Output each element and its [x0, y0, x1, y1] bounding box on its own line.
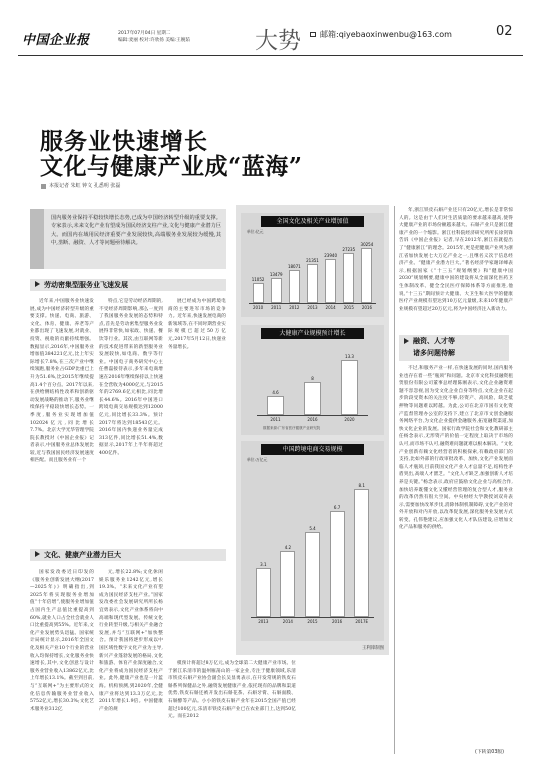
chart-bar [361, 248, 372, 303]
plot-area [257, 345, 368, 422]
chart-bar [343, 253, 354, 303]
triangle-icon [35, 281, 40, 287]
article-col-4b [399, 365, 513, 745]
issue-editors: 编辑:麦丽 校对:许欣扬 美编:王婉茹 [118, 38, 190, 43]
chart-tick-label: 2013 [258, 619, 269, 624]
chart-unit: 单位:万亿元 [247, 457, 268, 462]
chart-tick-label: 2010 [252, 305, 264, 310]
chart-source-note: 数据来源:广东省医疗健康产业研究院 [263, 426, 321, 430]
section-title: 大势 [255, 28, 301, 54]
chart-tick-label: 2012 [289, 305, 300, 310]
byline: 本报记者 朱虹 钟文 孔悉明 张磊 [49, 183, 121, 189]
article-paragraph: 展已经成为中国跨境电商的主要进军市场的竞争力。近年来,快速发展电商的新领域等,在不同时期营业实际规模已超过50万亿元,2017年5月12日,快递业务量增长。 [168, 299, 226, 350]
x-axis [249, 303, 376, 304]
article-col-3 [168, 298, 226, 541]
chart-data-label: 4.6 [272, 389, 279, 395]
section-heading-labor-intensive [30, 279, 226, 291]
article-col-2 [99, 298, 163, 541]
chart-tick-label: 2015 [307, 619, 318, 624]
chart-data-label: 21351 [306, 258, 319, 264]
plot-area [249, 235, 376, 310]
newspaper-logo: 中国企业报 [22, 33, 90, 48]
charts-panel [236, 205, 389, 655]
chart-bar [253, 283, 264, 303]
continued-note: (下转第03版) [475, 750, 505, 755]
chart-bar [304, 382, 321, 415]
chart-data-label: 30254 [360, 241, 374, 247]
article-col-4 [399, 207, 513, 332]
section-heading-culture-health [30, 549, 226, 561]
lead-text: 国内服务业保持平稳较快增长态势,已成为中国经济转型升级的重要支撑。专家表示,未来文化产业有望成为国民经济支柱产业,文化与健康产业潜力巨大。而国内在域用民经济重要产业发展较快,高端服务业发展较为缓慢,其中,垄断、融资、人才等问题亟待解决。 [51, 215, 221, 246]
chart-bar [307, 264, 318, 303]
chart-bar [305, 532, 320, 617]
mail-icon [310, 32, 316, 37]
chart-data-label: 8.1 [358, 483, 365, 489]
article-col-1 [30, 298, 94, 541]
x-axis [251, 617, 374, 618]
page-number: 02 [496, 24, 513, 39]
x-axis [257, 415, 368, 416]
chart-bar [280, 551, 295, 617]
article-paragraph: 不过,和服务产业一样,在快速发展的同时,国内服务业也存在着一些“瓶颈”和问题。北京市文化科技融资租赁股份有限公司董事总经理陈刚表示,文化企业融资难题不容忽视,因为受文化企业自身等特点,文化企业在起步阶段受资本的关注度不够,轻资产、高风险、缺乏抵押物等问题难以跨越。为此,公司在北京市国有文化资产监督管理办公室的支持下,建立了北京市文创金融服务网络平台,为文化企业提供金融服务,拓宽融资渠道,加快文化企业的发展。国家行政学院社会和文化教研部主任杨念表示,无形资产的价值一定程度上取决于市场的认可,而市场不认可,融资难问题就难以根本解决。“文化产业创新有赖文化经营者的积极探索,有赖政府部门的支持,比如外部的行政审批改革、加快,文化产业发展面临人才瓶颈,目前我国文化产业人才总量不足,结构性矛盾突出,高端人才匮乏。“文化人才缺乏,加强创新人才培养是关键。”杨念表示,政府应鼓励文化企业与高校合作,加快培养既懂文化又懂经营管理的复合型人才,服务业的改革仍然有很大空间。中央财经大学教授刘双舟表示,需要加快改革步伐,消除体制机制障碍,文化产业的对外开放和对内开放,以改革促发展,深化服务业发展方式转变。孔伟艳建议,应加强文化人才队伍建设,应增加文化产品和服务的供给。 [399, 366, 513, 531]
article-paragraph: 特点,它是劳动经济周期的,不受经济周期影响,那么一度到了我国服务业发展的态势和特点,首先是劳动密集型服务业发展得非常快,如家政、快递、餐饮等行业。其次,由互联网等新的技术促进带来的新型服务业发展较快,如电商、数字等行业。中国电子商务研究中心主任曹磊接待表示,多年来电商增速在2016年继续保持以上快速在全营收为4000亿元,与2015年的2769.6亿元相比,同比增长44.6%。2016年中国进口跨境电商交易规模达到12000亿元,同比增长33.3%。预计2017年将达到18543亿元。2016年国内快递业务量完成313亿件,同比增长51.4%,数据显示,2017年上半年将超过400亿件。 [99, 299, 163, 456]
chart-data-label: 5.4 [309, 525, 316, 531]
chart-data-label: 8 [311, 375, 314, 381]
headline-line1: 服务业快速增长 [40, 128, 208, 155]
article-paragraph: 近年来,中国服务业快速发展,成为中国经济转型升级的重要支撑。快递、电商、旅游、文化、体育、健康、养老等产业都出现了飞速发展,对就业、投资、税收的贡献持续增强。数据显示,2016年,中国服务业增加值384221亿元,比上年实际增长7.8%,在三次产业中继续领跑,服务业占GDP比重已上升为51.6%,比2015年继续提高1.4个百分点。2017年以来,在供给侧结构性改革和创新驱动发展战略的推动下,服务业继续保持平稳较快增长态势。一季度,服务业实现增加值102024亿元,同比增长7.7%。北京大学光华管理学院院长教授对《中国企业报》记者表示,中国服务业总体发展比较,近与我国国民经济发展速度相匹配。而且服务业有一个 [30, 299, 94, 464]
chart-data-label: 3.1 [260, 562, 267, 568]
chart-tick-label: 2014 [282, 619, 293, 624]
chart-data-label: 11052 [251, 276, 265, 282]
triangle-icon [35, 551, 40, 557]
section-heading-text-2: 诸多问题待解 [413, 349, 455, 357]
chart-bar [341, 360, 358, 415]
chart-crossborder-ecommerce [241, 441, 384, 641]
chart-title: 中国跨境电商交易规模 [261, 444, 364, 455]
section-heading-text: 文化、健康产业潜力巨大 [44, 551, 121, 559]
article-col-2b [99, 569, 163, 755]
chart-tick-label: 2014 [325, 305, 336, 310]
chart-bar [330, 511, 345, 617]
article-paragraph: 年,浙江铁皮石斛产业还只有20亿元,增长是非常惊人的。这是由于人们对生活质量的要求越来越高,使得大健康产业的市场份额越来越大。石斛产业只是浙江健康产业的一个缩影。浙江社科院经济研究所所长徐剑锋告诉《中国企业报》记者,早在2012年,浙江省就提出了“健康浙江”的理念。2015年,更是把健康产业列为浙江省加快发展七大万亿产业之一,且继名义次于信息经济产业。“健康产业潜力巨大。”著名经济学家谢译峰表示,根据国家《“十三五”规划纲要》和“健康中国2030”规划纲要,健康中国的建设将从全面深化医药卫生体制改革、健全全民医疗保障体系等方面推进,他说,“十三五”期间预计大健康、大卫生和大医学的健康医疗产业规模有望达到10万亿元量级,未来10年健康产业规模有望超过20万亿元,将为中国经济注入新动力。 [399, 208, 513, 312]
article-paragraph: 元,增长22.8%;文化休闲娱乐服务业1242亿元,增长19.3%。“未来文化产业有望成为国民经济支柱产业。”国家发改委社会发展研究所所长杨宜勇表示,文化产业体系将向中高端和现代型发展。传统文化行业转型升级,与相关产业融合发展,并与“互联网+”加快整合。预计我国将逐步形成以中国区域性数字文化产业为主导,新兴产业蓬勃发展的格局,文化和旅游、体育产业深度融合,文化产业将成为国民经济支柱产业。此外,健康产业也是一片蓝海。机构预测,到2020年,全健康产业将达到13.3万亿元,比2011年增长1.9倍。中国健康产业的规 [99, 570, 163, 712]
chart-data-label: 13.3 [345, 354, 354, 360]
article-col-3b [168, 660, 296, 755]
chart-credit: 王利锋制图 [362, 646, 384, 651]
plot-area [251, 467, 374, 624]
chart-bar [354, 489, 369, 617]
chart-tick-label: 2011 [271, 305, 282, 310]
chart-data-label: 27235 [342, 247, 356, 253]
contact-email: 邮箱:qiyebaoxinwenbu@163.com [320, 30, 452, 39]
chart-bar [256, 568, 271, 617]
column-divider [394, 206, 395, 754]
chart-bar [325, 259, 336, 303]
article-paragraph: 国家发改委近日印发的《服务业创新发展大纲(2017—2025年)》明确指出,到2025年将实现服务业增加值“十年倍增”,使服务业增加值占国内生产总值比重提高到60%,就业人口占全社会就业人口比重提高到55%。近年来,文化产业发展势头迅猛。国家统计局统计显示,2016年全国文化及相关产业10个行业的营业收入均保持增长,文化服务业快速增长,其中,文化创意与设计服务业营业收入13862亿元,比上年增长13.1%。截至到目前,与“互联网+”为主要形式的文化信息传输服务业营业收入5752亿元,增长30.3%;文化艺术服务业312亿 [30, 570, 94, 712]
chart-title: 大健康产业规模预计增长 [261, 328, 364, 339]
issue-date: 2017年07月04日 星期二 [118, 31, 171, 36]
chart-data-label: 4.2 [284, 544, 292, 550]
chart-tick-label: 2016 [307, 417, 318, 422]
chart-tick-label: 2013 [307, 305, 318, 310]
chart-tick-label: 2017E [355, 619, 369, 624]
byline-marker [41, 184, 46, 189]
section-heading-text: 劳动密集型服务业飞速发展 [44, 281, 128, 289]
masthead [18, 24, 523, 66]
masthead-rule [18, 55, 523, 56]
chart-bar [267, 396, 284, 415]
chart-data-label: 13479 [269, 272, 283, 278]
headline-line2: 文化与健康产业成“蓝海” [40, 153, 303, 180]
chart-data-label: 18071 [287, 264, 301, 270]
chart-tick-label: 2016 [361, 305, 373, 310]
chart-tick-label: 2016 [332, 619, 343, 624]
chart-tick-label: 2011 [270, 417, 281, 422]
chart-unit: 单位:亿元 [247, 229, 264, 234]
article-col-1b [30, 569, 94, 755]
chart-tick-label: 2015 [343, 305, 354, 310]
chart-data-label: 23940 [324, 253, 337, 259]
chart-culture-industry [241, 213, 384, 317]
lead-accent-bar [30, 209, 44, 269]
chart-bar [271, 278, 282, 303]
lead-box [30, 209, 226, 269]
section-heading-text: 融资、人才等 [413, 337, 455, 345]
section-heading-financing-talent [399, 335, 509, 361]
chart-tick-label: 2020 [344, 417, 355, 422]
chart-title: 全国文化及相关产业增加值 [261, 216, 364, 227]
chart-health-industry [241, 325, 384, 435]
triangle-icon [404, 338, 409, 344]
chart-data-label: 6.7 [333, 505, 341, 511]
article-paragraph: 模预计将超过8万亿元,成为全球第二大健康产业市场。位于浙江乐清市的温州雁荡山的一家企业,专注于健康领域,乐清市铁皮石斛产业协会副会长吴显勇表示,在开发常规的铁皮石斛系列保健品之外,融资发展健康产业,依托现有的品牌和渠道优势,铁皮石斛还被开发出石斛花茶、石斛牙膏、石斛面膜、石斛酵等产品。小小的铁皮石斛产业年在2015全国产值已经超过100亿元,乐清市铁皮石斛产业已在农业部门上,达到50亿元。而在2012 [168, 661, 296, 720]
chart-bar [289, 270, 300, 303]
